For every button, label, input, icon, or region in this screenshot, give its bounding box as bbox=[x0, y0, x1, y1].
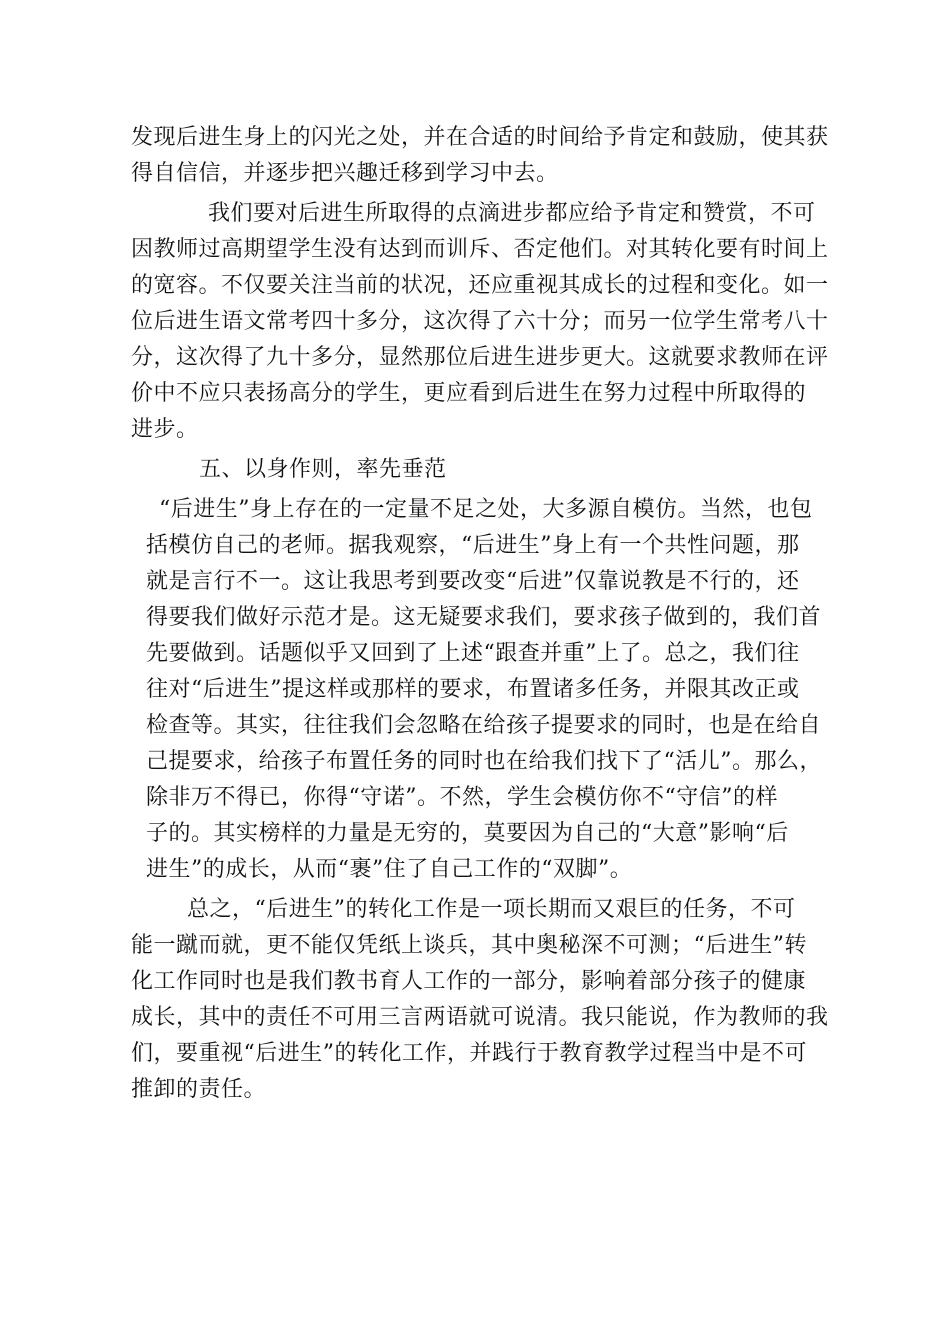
text-line-17: 检查等。其实，往往我们会忽略在给孩子提要求的同时，也是在给自 bbox=[146, 713, 822, 738]
text-line-22: 总之，“后进生”的转化工作是一项长期而又艰巨的任务，不可 bbox=[187, 897, 796, 922]
text-line-2: 得自信信，并逐步把兴趣迁移到学习中去。 bbox=[131, 161, 559, 186]
text-line-1: 发现后进生身上的闪光之处，并在合适的时间给予肯定和鼓励，使其获 bbox=[131, 125, 829, 150]
text-line-24: 化工作同时也是我们教书育人工作的一部分，影响着部分孩子的健康 bbox=[131, 969, 807, 994]
text-line-21: 进生”的成长，从而“裹”住了自己工作的“双脚”。 bbox=[146, 857, 633, 882]
section-heading: 五、以身作则，率先垂范 bbox=[199, 457, 447, 482]
text-line-16: 往对“后进生”提这样或那样的要求，布置诸多任务，并限其改正或 bbox=[146, 677, 800, 702]
text-line-25: 成长，其中的责任不可用三言两语就可说清。我只能说，作为教师的我 bbox=[131, 1005, 829, 1030]
text-line-5: 的宽容。不仅要关注当前的状况，还应重视其成长的过程和变化。如一 bbox=[131, 273, 829, 298]
text-line-19: 除非万不得已，你得“守诺”。不然，学生会模仿你不“守信”的样 bbox=[146, 785, 778, 810]
text-line-8: 价中不应只表扬高分的学生，更应看到后进生在努力过程中所取得的 bbox=[131, 381, 807, 406]
text-line-12: 括模仿自己的老师。据我观察，“后进生”身上有一个共性问题，那 bbox=[146, 533, 800, 558]
text-line-6: 位后进生语文常考四十多分，这次得了六十分；而另一位学生常考八十 bbox=[131, 309, 829, 334]
text-line-18: 己提要求，给孩子布置任务的同时也在给我们找下了“活儿”。那么， bbox=[146, 749, 822, 774]
text-line-9: 进步。 bbox=[131, 417, 199, 442]
text-line-13: 就是言行不一。这让我思考到要改变“后进”仅靠说教是不行的，还 bbox=[146, 569, 800, 594]
text-line-14: 得要我们做好示范才是。这无疑要求我们，要求孩子做到的，我们首 bbox=[146, 605, 822, 630]
text-line-20: 子的。其实榜样的力量是无穷的，莫要因为自己的“大意”影响“后 bbox=[146, 821, 789, 846]
text-line-15: 先要做到。话题似乎又回到了上述“跟查并重”上了。总之，我们往 bbox=[146, 641, 800, 666]
text-line-26: 们，要重视“后进生”的转化工作，并践行于教育教学过程当中是不可 bbox=[131, 1041, 807, 1066]
text-line-11: “后进生”身上存在的一定量不足之处，大多源自模仿。当然，也包 bbox=[159, 497, 813, 522]
text-line-7: 分，这次得了九十多分，显然那位后进生进步更大。这就要求教师在评 bbox=[131, 345, 829, 370]
text-line-23: 能一蹴而就，更不能仅凭纸上谈兵，其中奥秘深不可测；“后进生”转 bbox=[131, 933, 807, 958]
text-line-27: 推卸的责任。 bbox=[131, 1077, 267, 1102]
text-line-3: 我们要对后进生所取得的点滴进步都应给予肯定和赞赏，不可 bbox=[208, 201, 816, 226]
text-line-4: 因教师过高期望学生没有达到而训斥、否定他们。对其转化要有时间上 bbox=[131, 237, 829, 262]
